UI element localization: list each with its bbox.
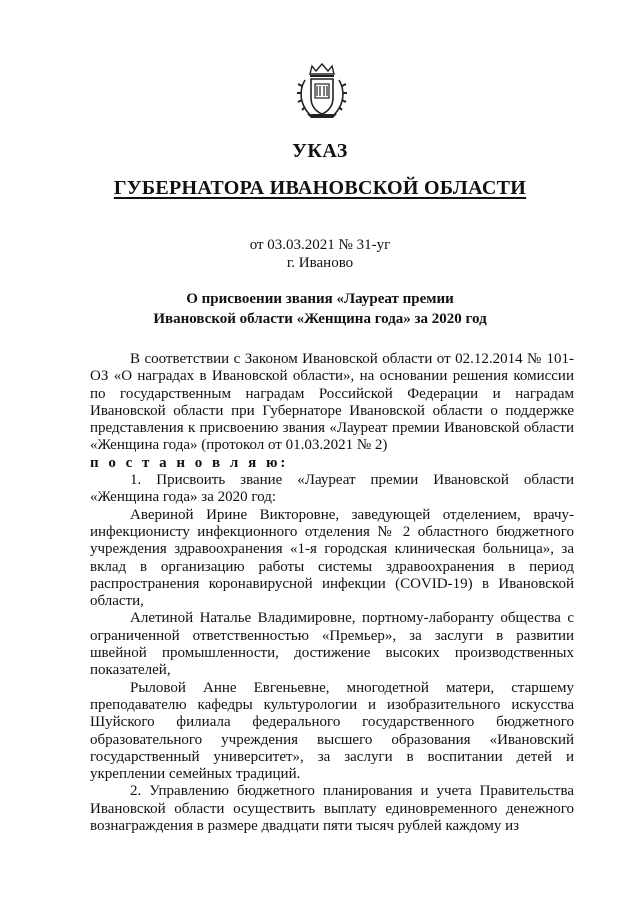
- issuer-title-text: ГУБЕРНАТОРА ИВАНОВСКОЙ ОБЛАСТИ: [113, 177, 527, 199]
- item-1: 1. Присвоить звание «Лауреат премии Ивановской области «Женщина года» за 2020 год:: [90, 472, 574, 506]
- subject-line-1: О присвоении звания «Лауреат премии: [186, 291, 454, 307]
- subject-line-2: Ивановской области «Женщина года» за 2020 год: [153, 311, 487, 327]
- document-meta: [0, 236, 640, 272]
- coat-of-arms-ivanovo-icon: [293, 62, 351, 120]
- document-title: УКАЗ: [292, 140, 348, 162]
- city: г. Иваново: [286, 255, 354, 271]
- awardee-1: Авериной Ирине Викторовне, заведующей отделением, врачу-инфекционисту инфекционного отделения № 2 областного бюджетного учреждения здравоохранения «1-я городская клиническая больница», за вклад в организацию работы системы здравоохранения в период распространения коронавирусной инфекции (COVID-19) в Ивановской области,: [90, 506, 574, 610]
- item-2: 2. Управлению бюджетного планирования и учета Правительства Ивановской области осуществить выплату единовременного денежного вознаграждения в размере двадцати пяти тысяч рублей каждому из: [90, 783, 574, 835]
- issuer-title: [0, 177, 640, 200]
- preamble-paragraph: В соответствии с Законом Ивановской области от 02.12.2014 № 101-ОЗ «О наградах в Ивановской области», на основании решения комиссии по государственным наградам Российской Федерации и наградам Ивановской области при Губернаторе Ивановской области о поддержке представления к присвоению звания «Лауреат премии Ивановской области «Женщина года» (протокол от 01.03.2021 № 2): [90, 351, 574, 454]
- awardee-2: Алетиной Наталье Владимировне, портному-лаборанту общества с ограниченной ответственностью «Премьер», за заслуги в развитии швейной промышленности, достижение высоких производственных показателей,: [90, 610, 574, 679]
- document-subject: [0, 289, 640, 329]
- decree-word: п о с т а н о в л я ю:: [90, 454, 289, 471]
- date-number: от 03.03.2021 № 31-уг: [249, 237, 391, 253]
- awardee-3: Рыловой Анне Евгеньевне, многодетной матери, старшему преподавателю кафедры культурологии и изобразительного искусства Шуйского филиала федерального государственного бюджетного образовательного учреждения высшего образования «Ивановский государственный университет», за заслуги в воспитании детей и укреплении семейных традиций.: [90, 679, 574, 783]
- document-body: [90, 351, 574, 835]
